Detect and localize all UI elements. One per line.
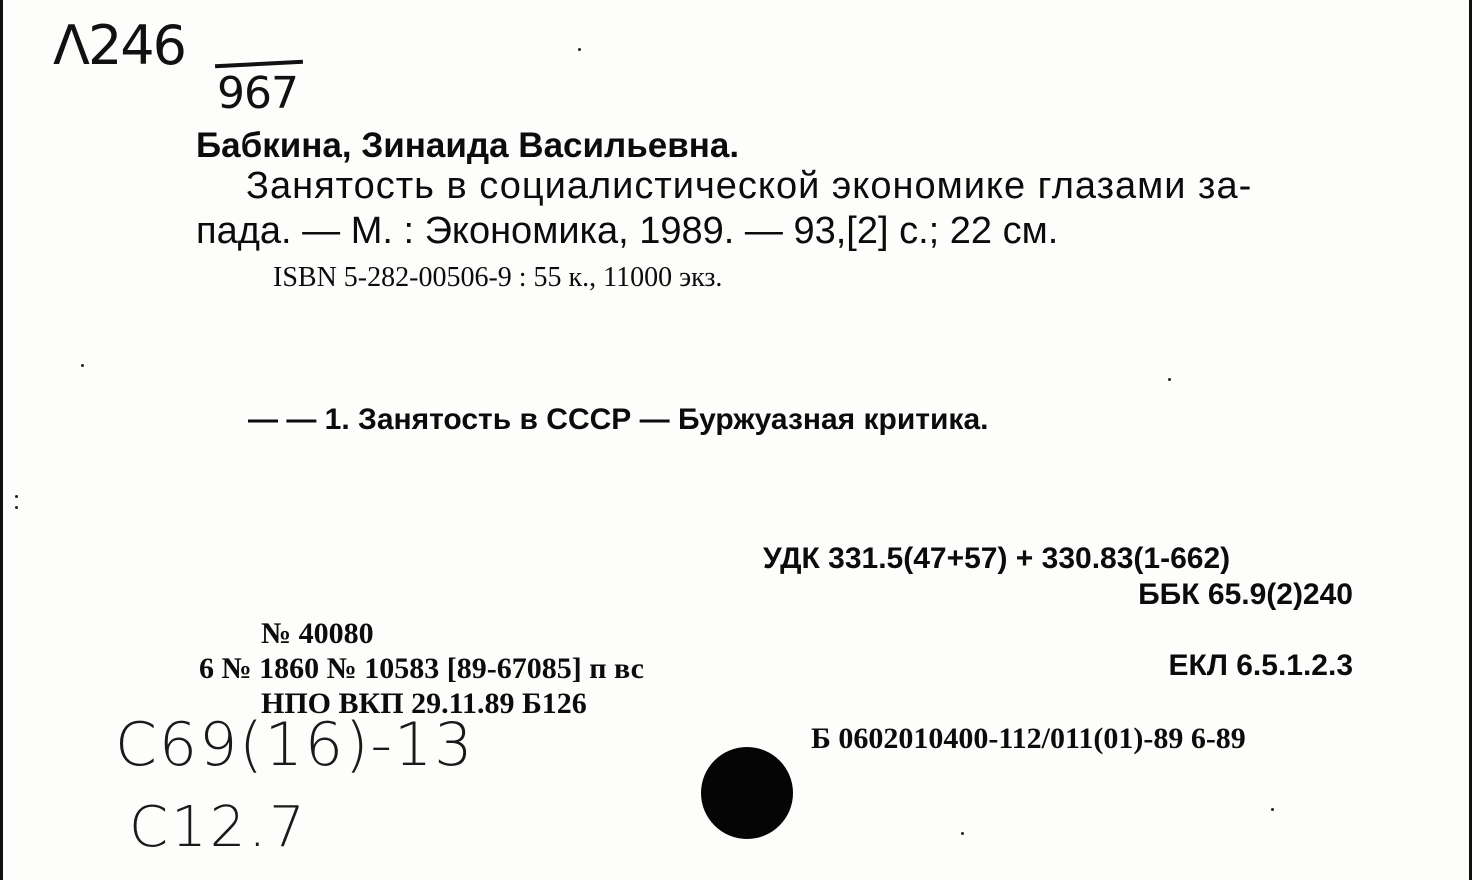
npo-line: НПО ВКП 29.11.89 Б126 bbox=[261, 687, 587, 720]
print-run-line: 6 № 1860 № 10583 [89-67085] п вс bbox=[199, 652, 644, 685]
scan-speck bbox=[1168, 378, 1171, 381]
handwritten-classification-1: C69(16)-13 bbox=[115, 710, 475, 780]
handwritten-classification-2: C12.7 bbox=[129, 795, 308, 860]
record-number: № 40080 bbox=[261, 617, 374, 650]
title-line-1: Занятость в социалистической экономике глазами за- bbox=[246, 165, 1253, 207]
scan-speck bbox=[1271, 808, 1274, 811]
handwritten-fraction-bar bbox=[215, 60, 303, 69]
subject-heading: — — 1. Занятость в СССР — Буржуазная критика. bbox=[248, 403, 989, 436]
punched-hole bbox=[701, 747, 793, 839]
handwritten-shelf-number: 967 bbox=[217, 68, 298, 119]
scan-speck bbox=[81, 364, 84, 367]
scan-speck bbox=[961, 832, 964, 835]
isbn-line: ISBN 5-282-00506-9 : 55 к., 11000 экз. bbox=[273, 262, 723, 293]
b-code: Б 0602010400-112/011(01)-89 6-89 bbox=[811, 722, 1246, 755]
ekl-code: ЕКЛ 6.5.1.2.3 bbox=[1168, 649, 1353, 682]
author-heading: Бабкина, Зинаида Васильевна. bbox=[196, 126, 740, 165]
title-line-2: пада. — М. : Экономика, 1989. — 93,[2] с.; 22 см. bbox=[196, 210, 1059, 252]
bbk-code: ББК 65.9(2)240 bbox=[1138, 578, 1353, 611]
scan-speck bbox=[15, 495, 18, 498]
handwritten-shelf-code: Λ246 bbox=[53, 14, 186, 77]
udk-code: УДК 331.5(47+57) + 330.83(1-662) bbox=[763, 542, 1231, 575]
scan-speck bbox=[578, 48, 581, 51]
scan-speck bbox=[15, 506, 18, 509]
